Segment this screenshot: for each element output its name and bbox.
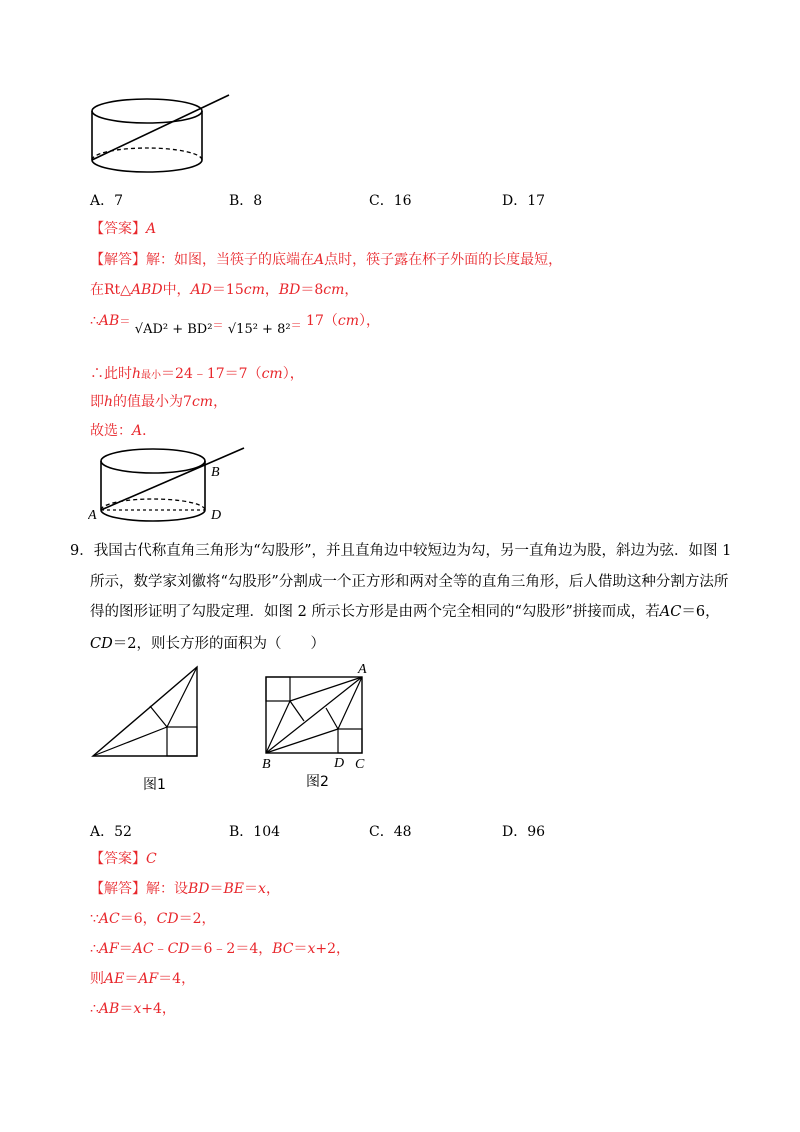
cylinder-figure-top: [86, 90, 236, 175]
q9-option-c: C．48: [369, 824, 412, 840]
q8-solution-line-6: 故选：A．: [90, 423, 157, 439]
fig2-point-b-label: B: [262, 757, 271, 772]
figure-1-caption: 图1: [143, 777, 166, 793]
q9-solution-line-2: ∵AC＝6，CD＝2，: [90, 911, 216, 927]
q9-text-line-1: 9．我国古代称直角三角形为“勾股形”，并且直角边中较短边为勾，另一直角边为股，斜边为弦．如图 1: [70, 543, 732, 559]
q9-text-line-3: 得的图形证明了勾股定理．如图 2 所示长方形是由两个完全相同的“勾股形”拼接而成，若AC＝6，: [90, 604, 720, 620]
q9-solution-line-1: 【解答】解：设BD＝BE＝x，: [90, 881, 280, 897]
formula-ad-bd: √AD² + BD²: [134, 322, 213, 337]
q9-solution-line-3: ∴AF＝AC﹣CD＝6﹣2＝4，BC＝x+2，: [90, 941, 351, 957]
fig2-point-c-label: C: [355, 757, 365, 772]
q9-solution-line-5: ∴AB＝x+4，: [90, 1001, 176, 1017]
q8-solution-line-2: 在Rt△ABD中，AD＝15cm，BD＝8cm，: [90, 282, 359, 298]
q8-solution-line-3: ∴AB＝ $√AD^2 + BD^2_=$ $√15^2 + 8^2_=$ 17（cm），: [90, 313, 380, 337]
q8-solution-line-5: 即h的值最小为7cm，: [90, 394, 228, 410]
formula-15-8: √15² + 8²: [227, 322, 291, 337]
cylinder-figure-labeled: [88, 442, 248, 522]
q9-option-a: A．52: [90, 824, 132, 840]
fig2-point-a-label: A: [358, 662, 367, 677]
point-a-label: A: [88, 508, 97, 522]
q8-option-c: C．16: [369, 193, 412, 209]
fig2-point-d-label: D: [334, 756, 345, 771]
q8-option-a: A．7: [90, 193, 124, 209]
point-d-label: D: [211, 508, 222, 522]
q8-option-d: D．17: [502, 193, 546, 209]
figure-2-rectangle: [256, 660, 376, 772]
q8-solution-line-4: ∴此时h最小＝24﹣17＝7（cm），: [90, 366, 304, 382]
q9-option-b: B．104: [229, 824, 281, 840]
point-b-label: B: [211, 465, 220, 480]
figure-2-caption: 图2: [306, 774, 329, 790]
q8-answer: 【答案】A: [90, 221, 157, 237]
q9-solution-line-4: 则AE＝AF＝4，: [90, 971, 196, 987]
q8-option-b: B．8: [229, 193, 263, 209]
q9-text-line-4: CD＝2，则长方形的面积为（ ）: [90, 636, 325, 652]
q8-solution-line-1: 【解答】解：如图，当筷子的底端在A点时，筷子露在杯子外面的长度最短，: [90, 252, 563, 268]
q9-option-d: D．96: [502, 824, 546, 840]
q9-text-line-2: 所示，数学家刘徽将“勾股形”分割成一个正方形和两对全等的直角三角形，后人借助这种分割方法所: [90, 574, 729, 590]
q9-answer: 【答案】C: [90, 851, 157, 867]
figure-1-triangle: [90, 664, 200, 760]
